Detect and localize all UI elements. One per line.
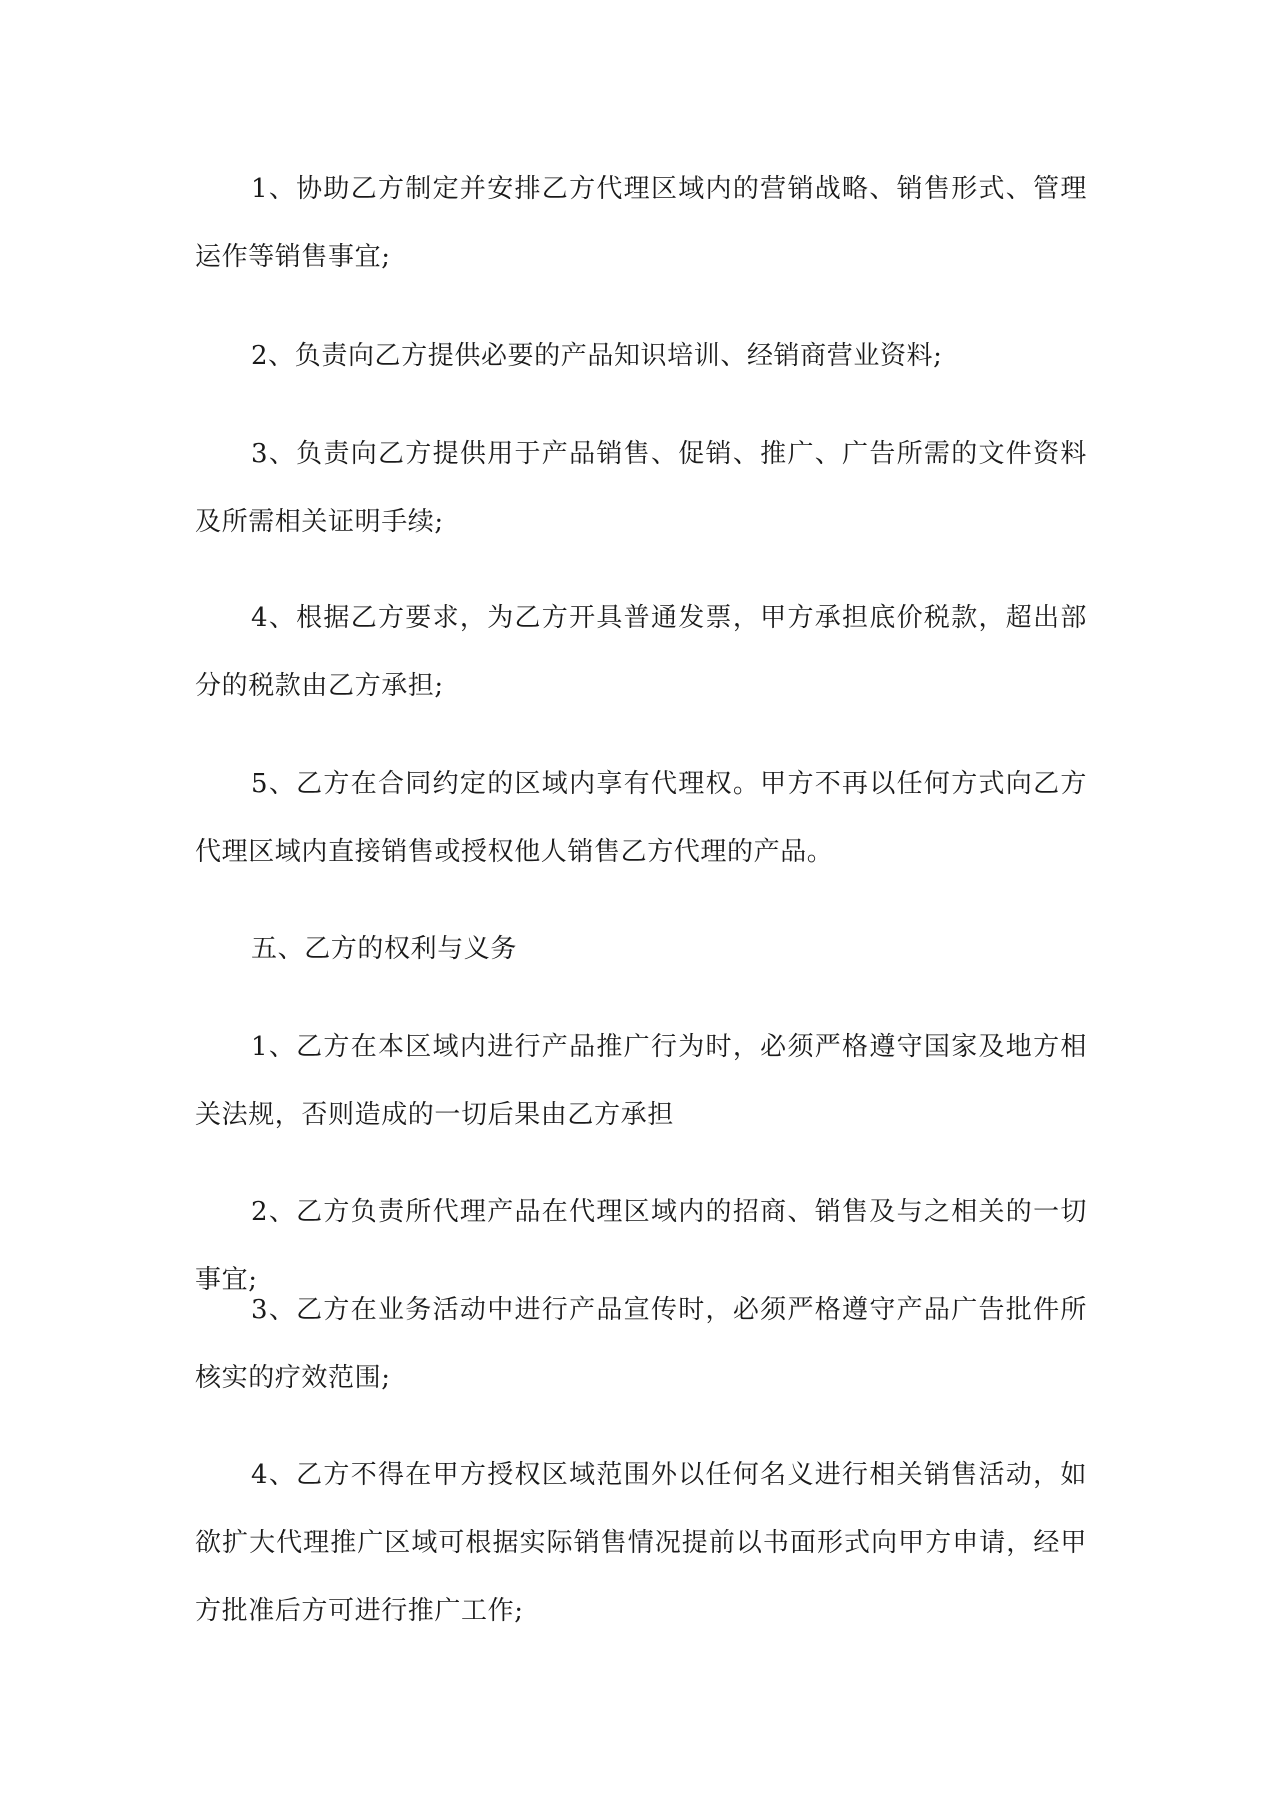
paragraph-1: 1、协助乙方制定并安排乙方代理区域内的营销战略、销售形式、管理运作等销售事宜; bbox=[195, 174, 1087, 272]
paragraph-6: 1、乙方在本区域内进行产品推广行为时，必须严格遵守国家及地方相关法规，否则造成的一切后果由乙方承担 bbox=[195, 1032, 1087, 1130]
paragraph-3: 3、负责向乙方提供用于产品销售、促销、推广、广告所需的文件资料及所需相关证明手续; bbox=[195, 439, 1087, 537]
paragraph-9: 4、乙方不得在甲方授权区域范围外以任何名义进行相关销售活动，如欲扩大代理推广区域可根据实际销售情况提前以书面形式向甲方申请，经甲方批准后方可进行推广工作; bbox=[195, 1460, 1087, 1626]
paragraph-7: 2、乙方负责所代理产品在代理区域内的招商、销售及与之相关的一切事宜; bbox=[195, 1197, 1087, 1295]
paragraph-4: 4、根据乙方要求，为乙方开具普通发票，甲方承担底价税款，超出部分的税款由乙方承担; bbox=[195, 603, 1087, 701]
paragraph-5: 5、乙方在合同约定的区域内享有代理权。甲方不再以任何方式向乙方代理区域内直接销售或授权他人销售乙方代理的产品。 bbox=[195, 769, 1087, 867]
paragraph-2: 2、负责向乙方提供必要的产品知识培训、经销商营业资料; bbox=[251, 341, 943, 371]
paragraph-8: 3、乙方在业务活动中进行产品宣传时，必须严格遵守产品广告批件所核实的疗效范围; bbox=[195, 1295, 1087, 1393]
section-heading: 五、乙方的权利与义务 bbox=[251, 934, 518, 964]
